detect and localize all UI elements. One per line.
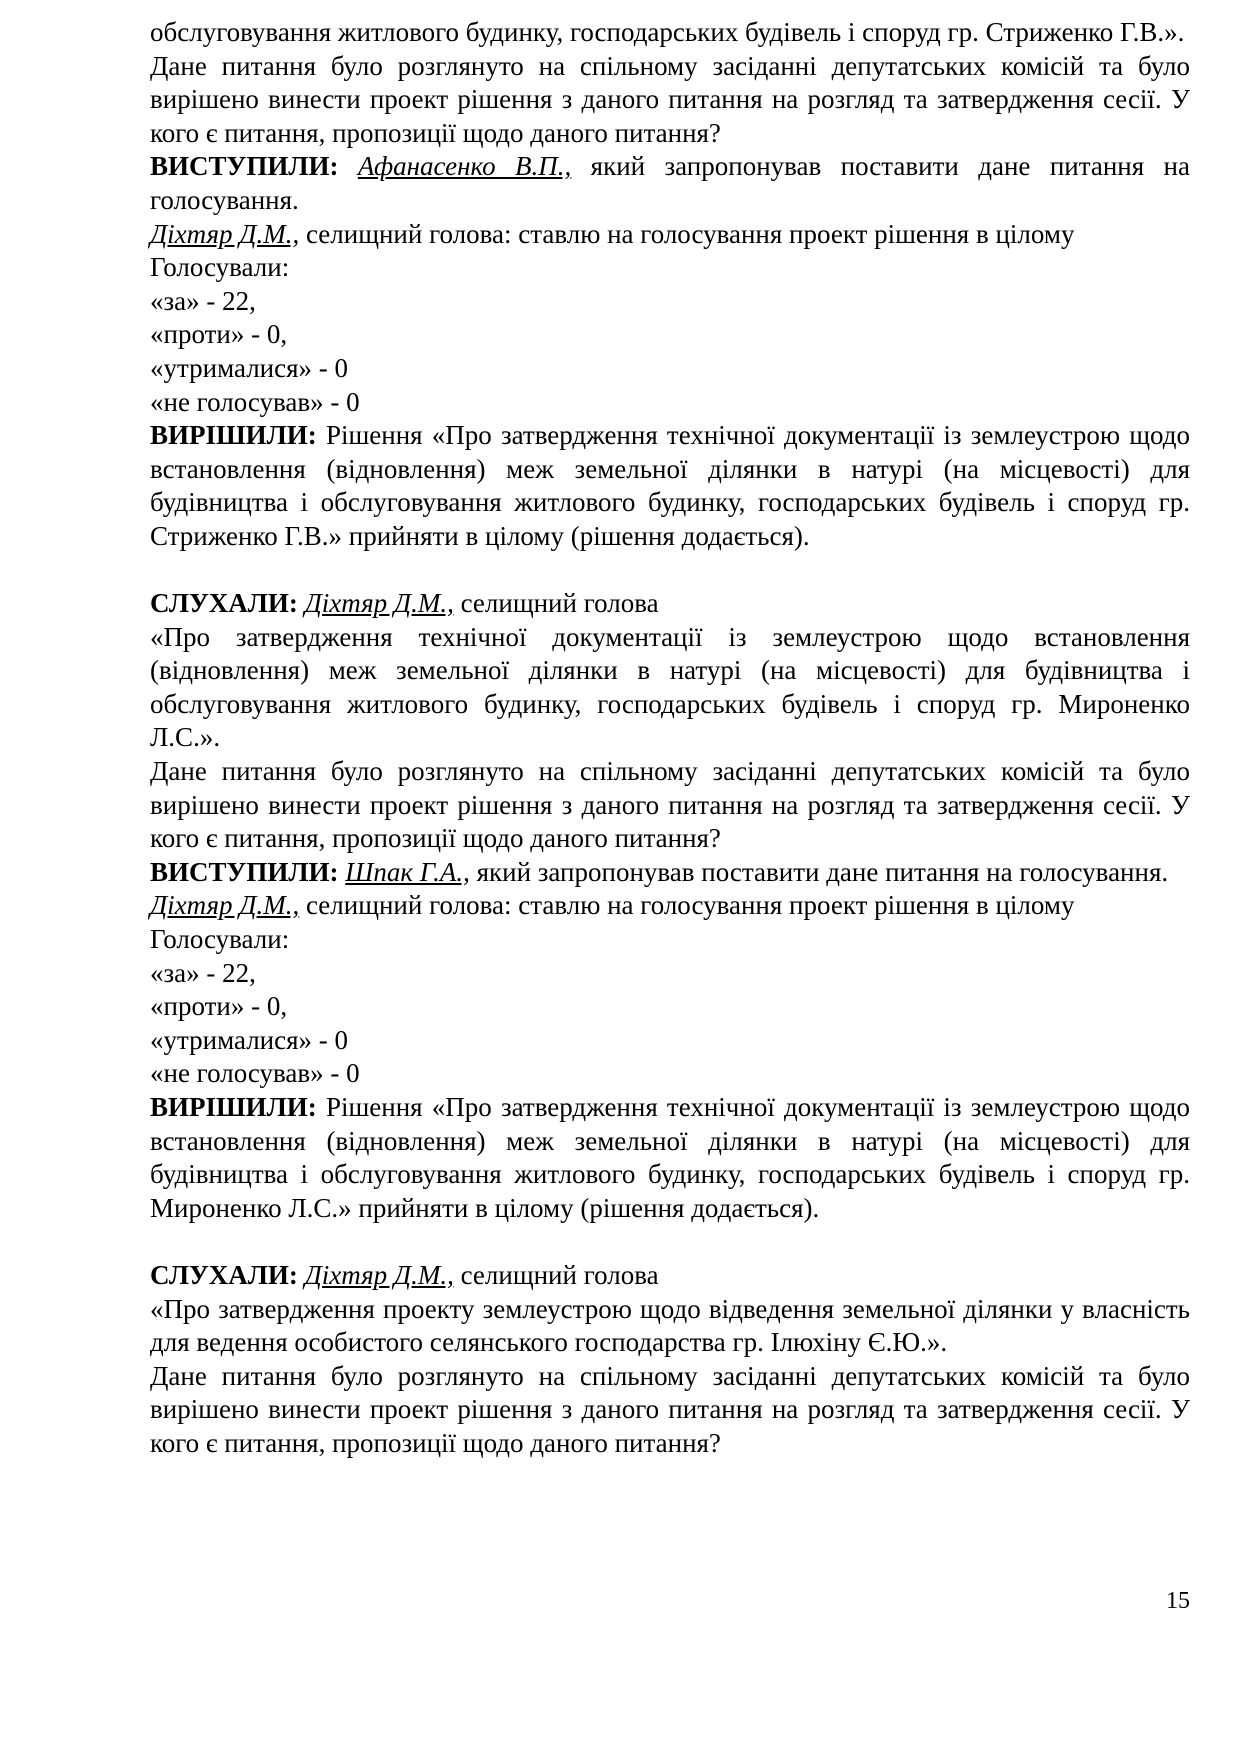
heard-label: СЛУХАЛИ:: [150, 1259, 298, 1290]
votes-abstained: «утрималися» - 0: [150, 1024, 349, 1055]
decided-label: ВИРІШИЛИ:: [150, 420, 317, 451]
speaker-name: Шпак Г.А.,: [345, 856, 470, 887]
heard-role: селищний голова: [460, 588, 659, 619]
spoke-paragraph: [150, 856, 1190, 890]
document-page: [150, 16, 1190, 1461]
votes-not-voted: «не голосував» - 0: [150, 386, 360, 417]
spoke-text: який запропонував поставити дане питання на голосування.: [150, 151, 1190, 215]
decision-paragraph: [150, 419, 1190, 553]
chair-text: селищний голова: ставлю на голосування проект рішення в цілому: [305, 218, 1075, 249]
votes-for: «за» - 22,: [150, 957, 256, 988]
heard-line: [150, 1259, 1190, 1293]
topic-paragraph: «Про затвердження проекту землеустрою щодо відведення земельної ділянки у власність для ведення особистого селянського господарства гр. Ілюхіну Є.Ю.».: [150, 1293, 1190, 1358]
discussion-paragraph: Дане питання було розглянуто на спільному засіданні депутатських комісій та було вирішено винести проект рішення з даного питання на розгляд та затвердження сесії. У кого є питання, пропозиції щодо даного питання?: [150, 756, 1190, 854]
spoke-text: який запропонував поставити дане питання на голосування.: [476, 856, 1169, 887]
heard-label: СЛУХАЛИ:: [150, 588, 298, 619]
votes-against: «проти» - 0,: [150, 319, 288, 350]
heard-role: селищний голова: [460, 1259, 659, 1290]
votes-abstained: «утрималися» - 0: [150, 352, 349, 383]
votes-against: «проти» - 0,: [150, 991, 288, 1022]
heard-name: Діхтяр Д.М.,: [304, 588, 454, 619]
decided-text: Рішення «Про затвердження технічної документації із землеустрою щодо встановлення (відновлення) меж земельної ділянки в натурі (на місцевості) для будівництва і обслуговування житлового будинку, господарських будівель і споруд гр. Стриженко Г.В.» прийняти в цілому (рішення додається).: [150, 420, 1190, 551]
votes-for: «за» - 22,: [150, 285, 256, 316]
page-number: 15: [1166, 1588, 1190, 1614]
section-gap: [150, 554, 1190, 588]
chair-name: Діхтяр Д.М.,: [150, 890, 300, 921]
spoke-label: ВИСТУПИЛИ:: [150, 856, 339, 887]
votes-title: Голосували:: [150, 924, 290, 955]
chair-statement: [150, 218, 1190, 252]
votes-title: Голосували:: [150, 252, 290, 283]
heard-line: [150, 587, 1190, 621]
chair-name: Діхтяр Д.М.,: [150, 218, 300, 249]
votes-not-voted: «не голосував» - 0: [150, 1058, 360, 1089]
section-gap: [150, 1225, 1190, 1259]
heard-name: Діхтяр Д.М.,: [304, 1259, 454, 1290]
discussion-paragraph: Дане питання було розглянуто на спільному засіданні депутатських комісій та було вирішено винести проект рішення з даного питання на розгляд та затвердження сесії. У кого є питання, пропозиції щодо даного питання?: [150, 50, 1190, 148]
speaker-name: Афанасенко В.П.,: [357, 151, 572, 182]
decided-text: Рішення «Про затвердження технічної документації із землеустрою щодо встановлення (відновлення) меж земельної ділянки в натурі (на місцевості) для будівництва і обслуговування житлового будинку, господарських будівель і споруд гр. Мироненко Л.С.» прийняти в цілому (рішення додається).: [150, 1092, 1190, 1223]
chair-statement: [150, 889, 1190, 923]
chair-text: селищний голова: ставлю на голосування проект рішення в цілому: [305, 890, 1075, 921]
spoke-paragraph: [150, 150, 1190, 217]
spoke-label: ВИСТУПИЛИ:: [150, 151, 339, 182]
topic-continuation: обслуговування житлового будинку, господарських будівель і споруд гр. Стриженко Г.В.».: [150, 17, 1185, 47]
decided-label: ВИРІШИЛИ:: [150, 1092, 317, 1122]
discussion-paragraph: Дане питання було розглянуто на спільному засіданні депутатських комісій та було вирішено винести проект рішення з даного питання на розгляд та затвердження сесії. У кого є питання, пропозиції щодо даного питання?: [150, 1360, 1190, 1458]
topic-paragraph: «Про затвердження технічної документації із землеустрою щодо встановлення (відновлення) меж земельної ділянки в натурі (на місцевості) для будівництва і обслуговування житлового будинку, господарських будівель і споруд гр. Мироненко Л.С.».: [150, 621, 1190, 753]
decision-paragraph: [150, 1091, 1190, 1225]
